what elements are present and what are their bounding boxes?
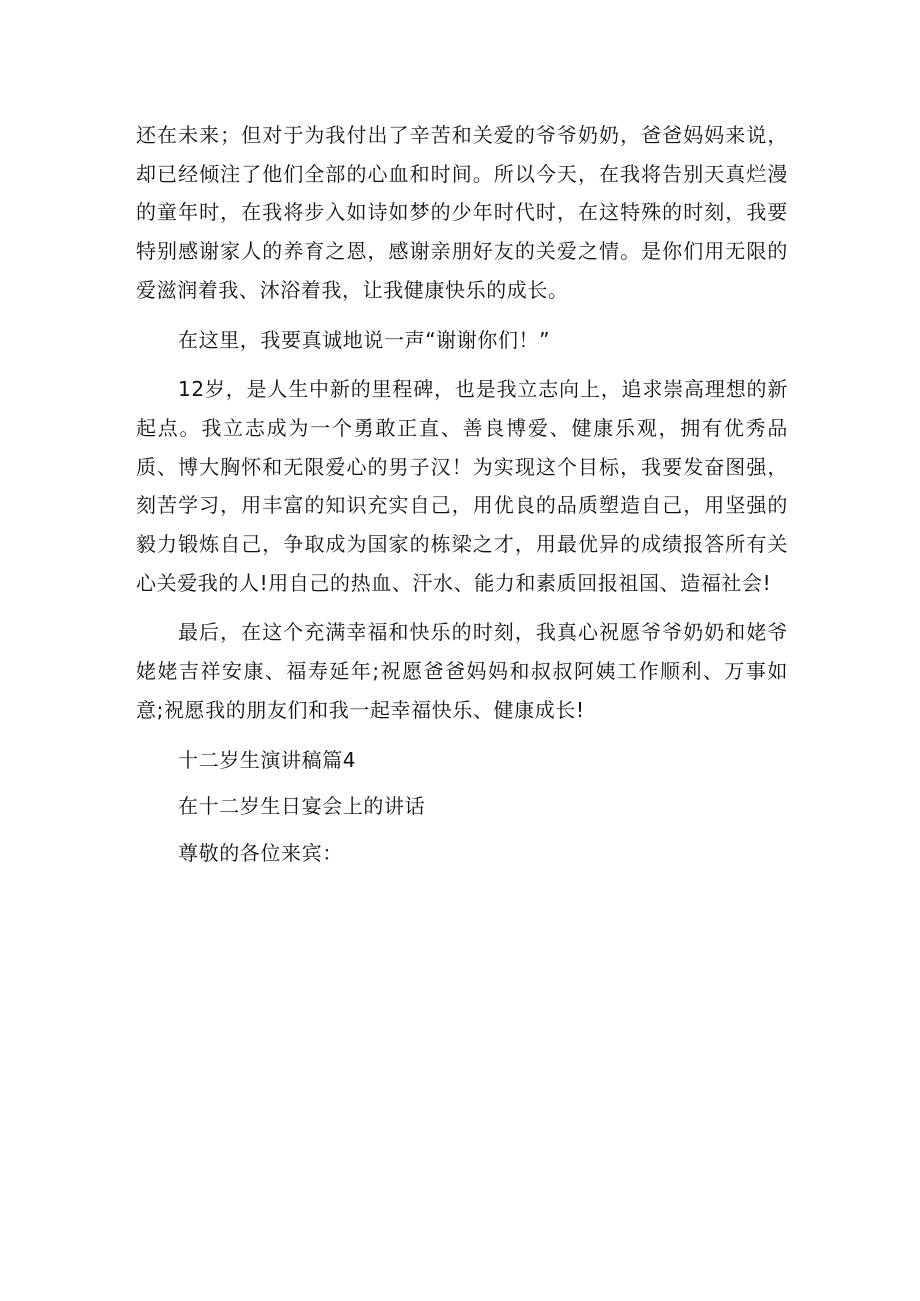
paragraph-continuation: 还在未来；但对于为我付出了辛苦和关爱的爷爷奶奶，爸爸妈妈来说，却已经倾注了他们全部的心血和时间。所以今天，在我将告别天真烂漫的童年时，在我将步入如诗如梦的少年时代时，在这特殊的时刻，我要特别感谢家人的养育之恩，感谢亲朋好友的关爱之情。是你们用无限的爱滋润着我、沐浴着我，让我健康快乐的成长。 [136,123,788,302]
paragraph-thanks: 在这里，我要真诚地说一声“谢谢你们！” [178,327,551,352]
speech-title: 在十二岁生日宴会上的讲话 [178,794,426,819]
document-body [136,116,788,881]
salutation: 尊敬的各位来宾： [178,840,343,865]
paragraph-wishes: 最后，在这个充满幸福和快乐的时刻，我真心祝愿爷爷奶奶和姥爷姥姥吉祥安康、福寿延年;祝愿爸爸妈妈和叔叔阿姨工作顺利、万事如意;祝愿我的朋友们和我一起幸福快乐、健康成长! [136,620,788,722]
paragraph-aspiration: 12岁，是人生中新的里程碑，也是我立志向上，追求崇高理想的新起点。我立志成为一个勇敢正直、善良博爱、健康乐观，拥有优秀品质、博大胸怀和无限爱心的男子汉！为实现这个目标，我要发奋图强，刻苦学习，用丰富的知识充实自己，用优良的品质塑造自己，用坚强的毅力锻炼自己，争取成为国家的栋梁之才，用最优异的成绩报答所有关心关爱我的人!用自己的热血、汗水、能力和素质回报祖国、造福社会! [136,377,788,595]
section-heading: 十二岁生演讲稿篇4 [178,747,357,772]
